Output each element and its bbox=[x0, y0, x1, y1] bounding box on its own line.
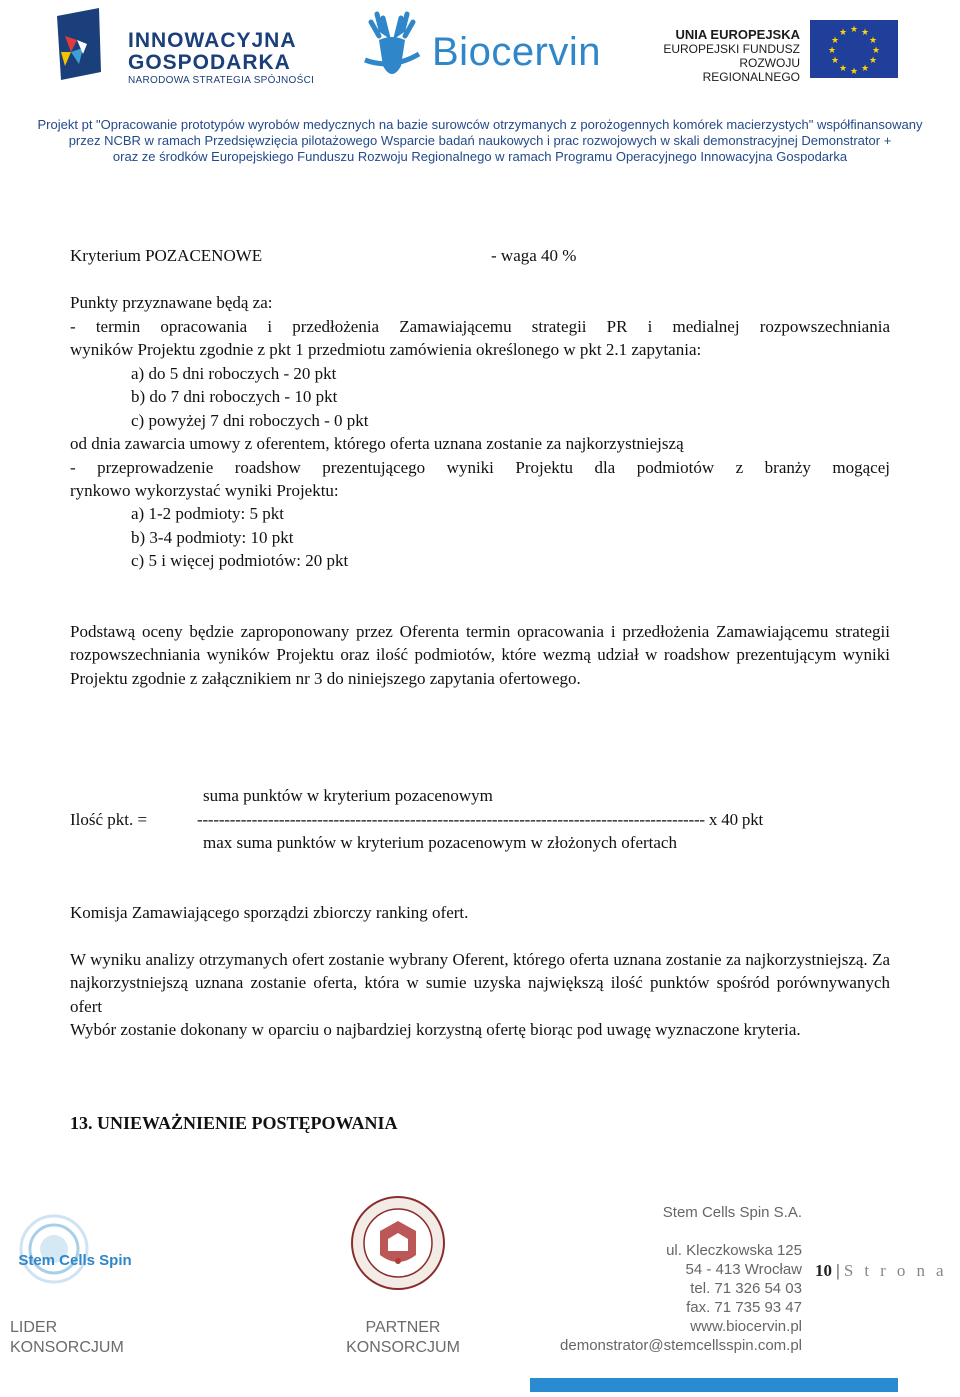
company-tel: tel. 71 326 54 03 bbox=[690, 1280, 802, 1297]
term-note: od dnia zawarcia umowy z oferentem, którego oferta uznana zostanie za najkorzystniejszą bbox=[70, 434, 684, 453]
lider-line-1: LIDER bbox=[10, 1319, 58, 1336]
company-name: Stem Cells Spin S.A. bbox=[662, 1204, 802, 1221]
page-header bbox=[0, 0, 960, 165]
section-heading: 13. UNIEWAŻNIENIE POSTĘPOWANIA bbox=[70, 1113, 398, 1133]
page-number bbox=[815, 1261, 947, 1281]
ranking-text: Komisja Zamawiającego sporządzi zbiorczy ranking ofert. bbox=[70, 903, 469, 922]
term-line-2: wyników Projektu zgodnie z pkt 1 przedmiotu zamówienia określonego w pkt 2.1 zapytania: bbox=[70, 340, 702, 359]
formula-label: Ilość pkt. = bbox=[70, 810, 148, 829]
svg-text:★: ★ bbox=[868, 36, 878, 46]
company-www: www.biocervin.pl bbox=[690, 1318, 802, 1335]
eu-flag-icon bbox=[810, 20, 898, 78]
roadshow-line-2: rynkowo wykorzystać wyniki Projektu: bbox=[70, 481, 339, 500]
criterion-weight: - waga 40 % bbox=[491, 246, 577, 265]
svg-text:★: ★ bbox=[830, 36, 840, 46]
page-separator: | bbox=[836, 1261, 844, 1280]
project-line-2: przez NCBR w ramach Przedsięwzięcia pilotażowego Wsparcie badań naukowych i prac rozwojowych w skali demonstracyjnej Demonstrator + bbox=[68, 133, 892, 148]
stem-cells-spin-logo-icon bbox=[10, 1205, 140, 1285]
deer-antler-icon bbox=[357, 10, 427, 90]
partner-label bbox=[343, 1318, 463, 1358]
term-item: a) do 5 dni roboczych - 20 pkt bbox=[131, 364, 337, 383]
svg-text:★: ★ bbox=[868, 56, 878, 66]
lider-line-2: KONSORCJUM bbox=[10, 1339, 124, 1356]
biocervin-logo-text: Biocervin bbox=[432, 30, 602, 74]
svg-text:★: ★ bbox=[871, 46, 881, 56]
partner-line-2: KONSORCJUM bbox=[346, 1339, 460, 1356]
company-street: ul. Kleczkowska 125 bbox=[666, 1242, 802, 1259]
eu-text bbox=[660, 28, 800, 84]
page-number-value: 10 bbox=[815, 1261, 832, 1280]
formula-numerator: suma punktów w kryterium pozacenowym bbox=[203, 786, 493, 805]
points-intro: Punkty przyznawane będą za: bbox=[70, 293, 273, 312]
term-item: c) powyżej 7 dni roboczych - 0 pkt bbox=[131, 411, 369, 430]
svg-text:★: ★ bbox=[838, 28, 848, 38]
roadshow-item: a) 1-2 podmioty: 5 pkt bbox=[131, 504, 284, 523]
svg-text:★: ★ bbox=[860, 64, 870, 74]
project-line-1: Projekt pt "Opracowanie prototypów wyrobów medycznych na bazie surowców otrzymanych z porożogennych komórek macierzystych" współfinansowany bbox=[37, 117, 923, 132]
roadshow-item: c) 5 i więcej podmiotów: 20 pkt bbox=[131, 551, 349, 570]
svg-text:★: ★ bbox=[827, 46, 837, 56]
term-line-1: - termin opracowania i przedłożenia Zamawiającemu strategii PR i medialnej rozpowszechniania bbox=[70, 317, 890, 336]
roadshow-line-1: - przeprowadzenie roadshow prezentującego wyniki Projektu dla podmiotów z branży mogącej bbox=[70, 458, 890, 477]
svg-text:★: ★ bbox=[849, 25, 859, 35]
formula-fraction-line: --------------------------------------------------------------------------------------------- x 40 pkt bbox=[197, 810, 764, 829]
partner-line-1: PARTNER bbox=[365, 1319, 441, 1336]
company-city: 54 - 413 Wrocław bbox=[685, 1261, 802, 1278]
eu-line-1: UNIA EUROPEJSKA bbox=[675, 27, 800, 42]
ig-title bbox=[128, 30, 297, 74]
company-address bbox=[530, 1203, 802, 1355]
innowacyjna-gospodarka-flag-icon bbox=[55, 8, 115, 80]
result-paragraph: W wyniku analizy otrzymanych ofert zostanie wybrany Oferent, którego oferta uznana zostanie za najkorzystniejszą. Za najkorzystniejszą uznana zostanie oferta, która w sumie uzyska największą ilość punktów spośród porównywanych ofert bbox=[70, 950, 890, 1016]
lider-label bbox=[10, 1318, 124, 1358]
roadshow-item: b) 3-4 podmioty: 10 pkt bbox=[131, 528, 294, 547]
svg-text:★: ★ bbox=[838, 64, 848, 74]
company-fax: fax. 71 735 93 47 bbox=[686, 1299, 802, 1316]
ig-subtitle: NARODOWA STRATEGIA SPÓJNOŚCI bbox=[128, 75, 315, 86]
company-email: demonstrator@stemcellsspin.com.pl bbox=[560, 1337, 802, 1354]
ig-title-line-2: GOSPODARKA bbox=[128, 51, 291, 74]
svg-text:★: ★ bbox=[830, 56, 840, 66]
page-word: S t r o n a bbox=[843, 1261, 947, 1280]
formula-denominator: max suma punktów w kryterium pozacenowym w złożonych ofertach bbox=[203, 833, 677, 852]
svg-text:★: ★ bbox=[860, 28, 870, 38]
criterion-label: Kryterium POZACENOWE bbox=[70, 246, 263, 265]
eu-line-3: ROZWOJU REGIONALNEGO bbox=[702, 56, 800, 84]
term-item: b) do 7 dni roboczych - 10 pkt bbox=[131, 387, 338, 406]
left-logo-text: Stem Cells Spin bbox=[18, 1252, 132, 1269]
footer-accent-bar bbox=[530, 1378, 898, 1392]
project-line-3: oraz ze środków Europejskiego Funduszu Rozwoju Regionalnego w ramach Programu Operacyjnego Innowacyjna Gospodarka bbox=[112, 149, 848, 164]
choice-paragraph: Wybór zostanie dokonany w oparciu o najbardziej korzystną ofertę biorąc pod uwagę wyznaczone kryteria. bbox=[70, 1020, 801, 1039]
svg-text:★: ★ bbox=[849, 67, 859, 77]
basis-paragraph: Podstawą oceny będzie zaproponowany przez Oferenta termin opracowania i przedłożenia Zamawiającemu strategii rozpowszechniania wyników Projektu oraz ilość podmiotów, które wezmą udział w roadshow prezentującym wyniki Projektu zgodnie z załącznikiem nr 3 do niniejszego zapytania ofertowego. bbox=[70, 622, 890, 688]
university-seal-icon bbox=[350, 1195, 446, 1291]
ig-title-line-1: INNOWACYJNA bbox=[128, 29, 297, 52]
eu-line-2: EUROPEJSKI FUNDUSZ bbox=[663, 42, 800, 56]
